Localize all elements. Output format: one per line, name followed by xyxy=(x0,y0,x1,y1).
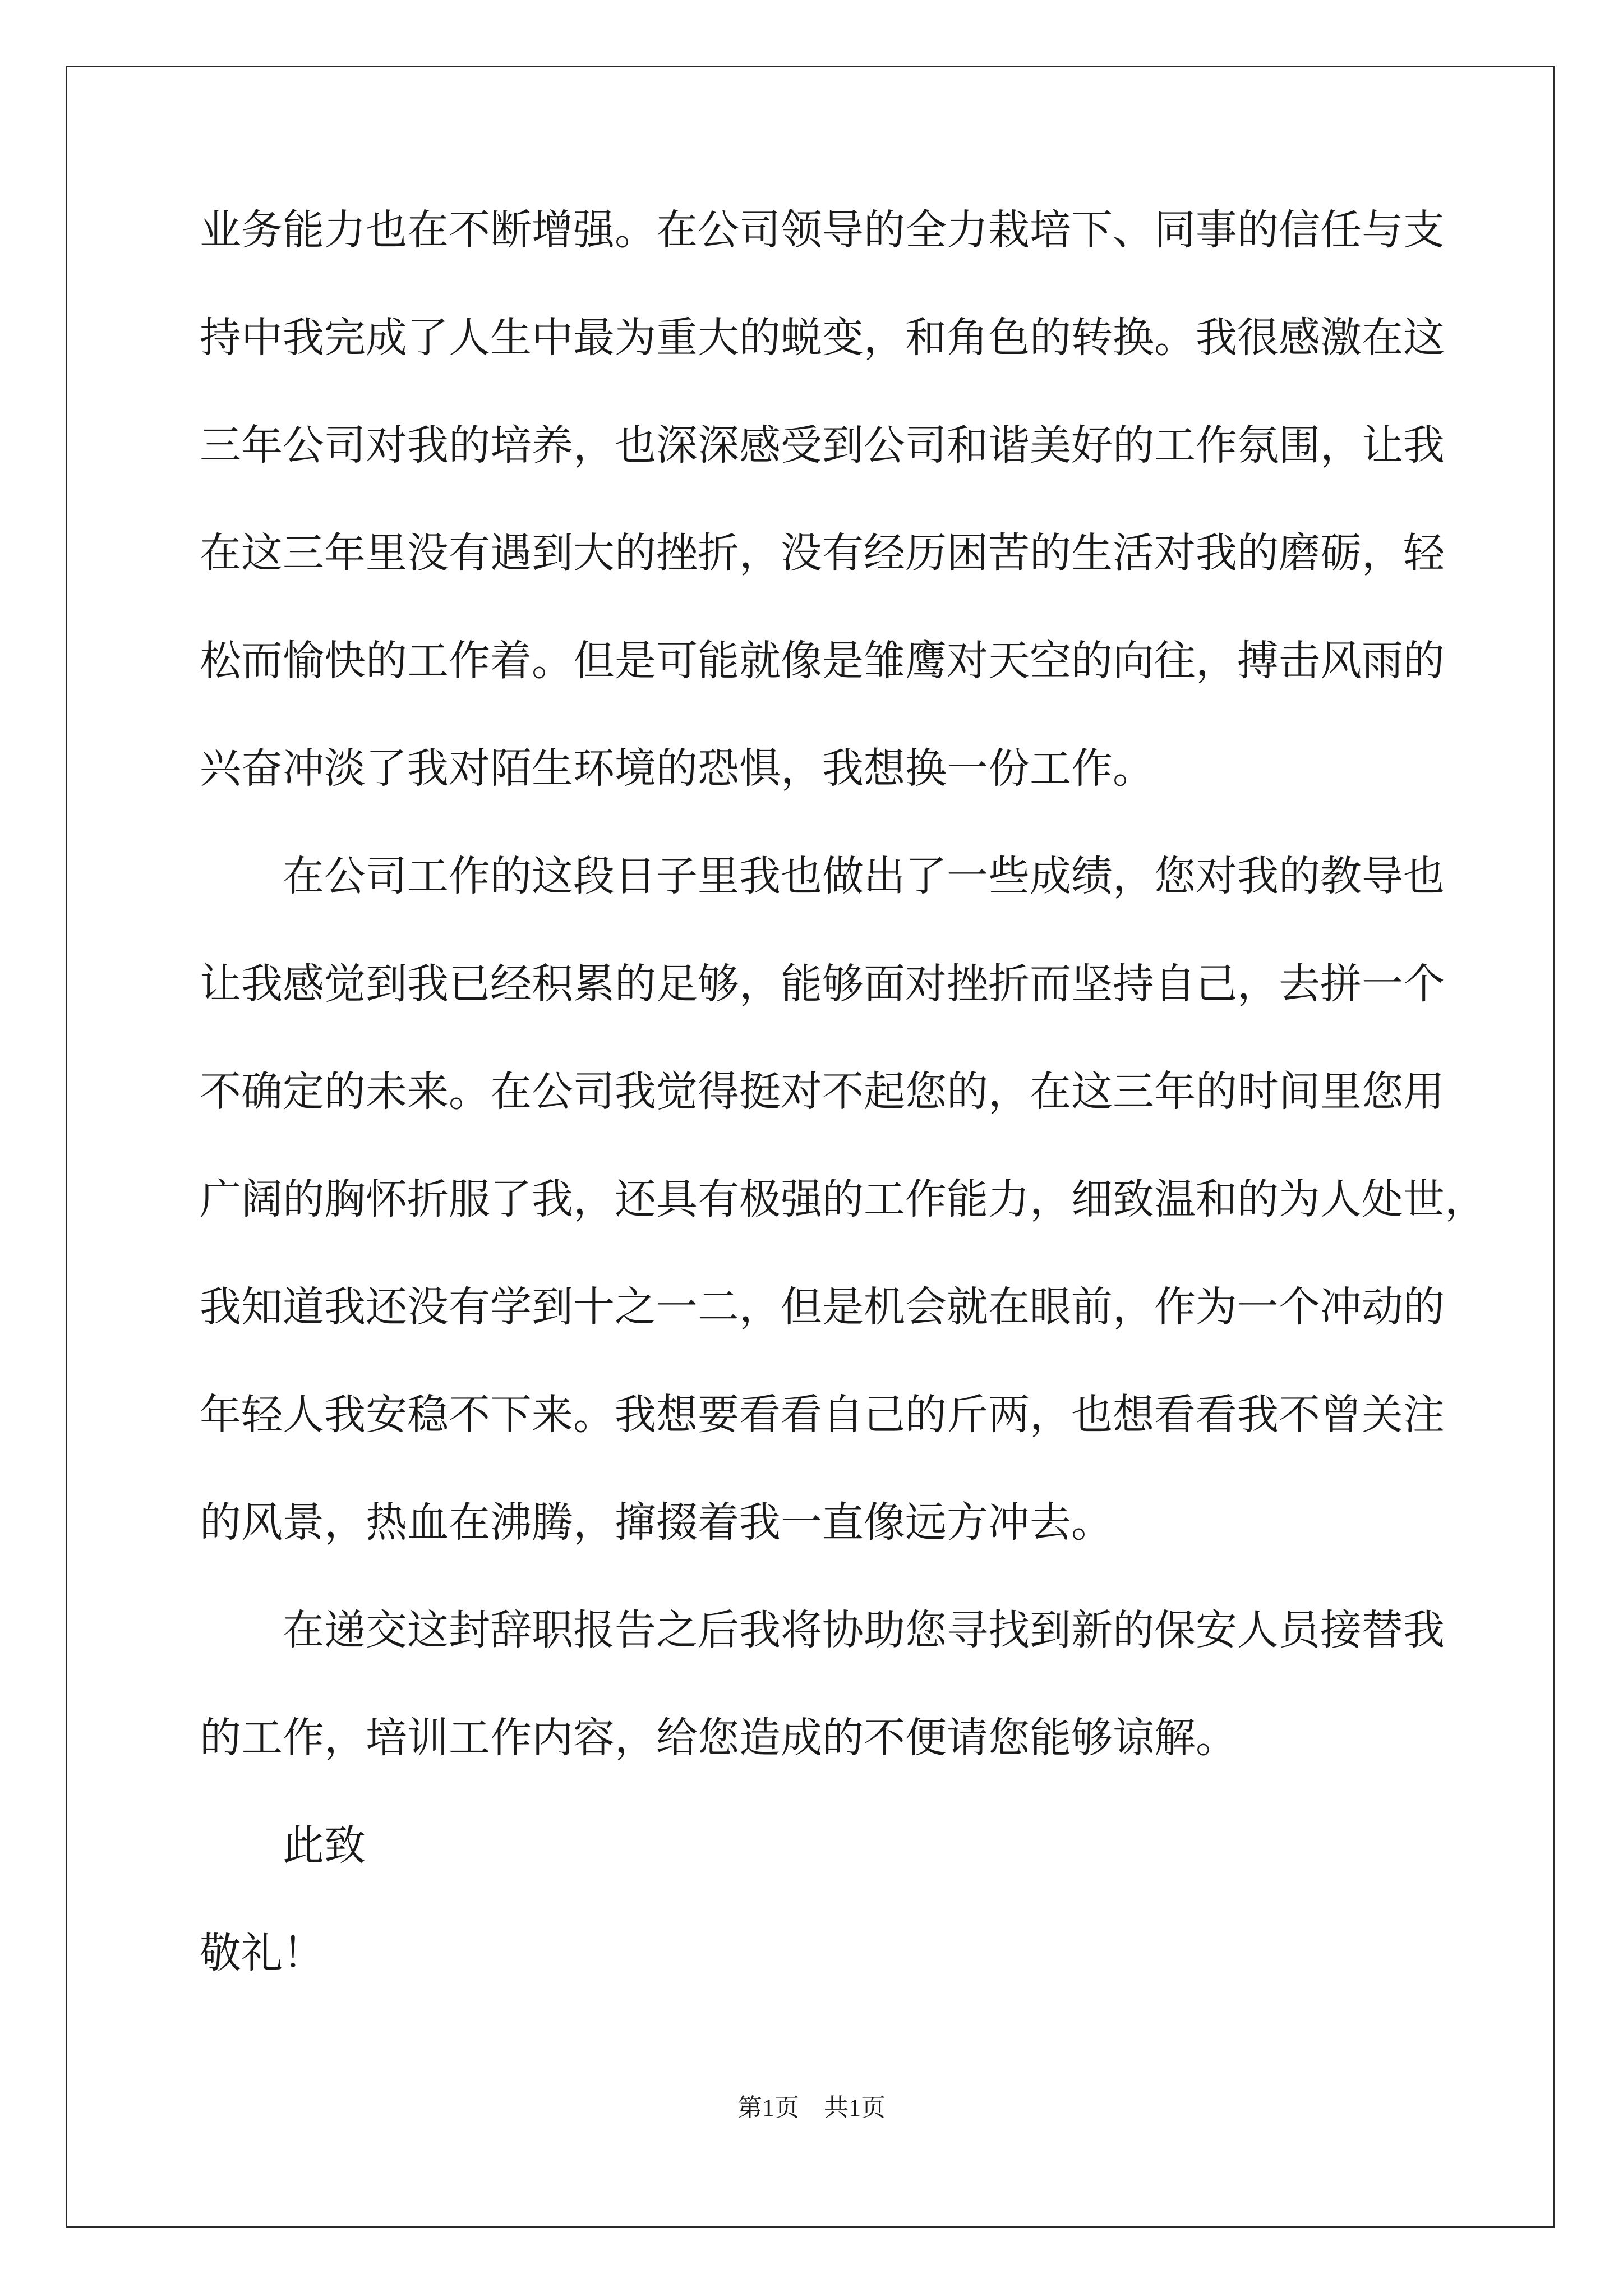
text-line: 松而愉快的工作着。但是可能就像是雏鹰对天空的向往，搏击风雨的 xyxy=(200,637,1445,685)
text-line: 在公司工作的这段日子里我也做出了一些成绩，您对我的教导也 xyxy=(200,852,1445,900)
text-line: 广阔的胸怀折服了我，还具有极强的工作能力，细致温和的为人处世， xyxy=(200,1175,1486,1223)
text-line: 在这三年里没有遇到大的挫折，没有经历困苦的生活对我的磨砺，轻 xyxy=(200,529,1445,577)
text-line: 不确定的未来。在公司我觉得挺对不起您的，在这三年的时间里您用 xyxy=(200,1068,1445,1116)
closing-line: 敬礼！ xyxy=(200,1929,324,1977)
text-line: 我知道我还没有学到十之一二，但是机会就在眼前，作为一个冲动的 xyxy=(200,1283,1445,1331)
text-line: 在递交这封辞职报告之后我将协助您寻找到新的保安人员接替我 xyxy=(200,1606,1445,1654)
text-line: 让我感觉到我已经积累的足够，能够面对挫折而坚持自己，去拼一个 xyxy=(200,960,1445,1008)
text-line: 年轻人我安稳不下来。我想要看看自己的斤两，也想看看我不曾关注 xyxy=(200,1391,1445,1439)
text-line: 此致 xyxy=(200,1821,366,1870)
text-line: 兴奋冲淡了我对陌生环境的恐惧，我想换一份工作。 xyxy=(200,744,1154,793)
page-number-footer: 第1页 共1页 xyxy=(737,2094,886,2122)
text-line: 的工作，培训工作内容，给您造成的不便请您能够谅解。 xyxy=(200,1714,1237,1762)
text-line: 持中我完成了人生中最为重大的蜕变，和角色的转换。我很感激在这 xyxy=(200,314,1445,362)
text-line: 三年公司对我的培养，也深深感受到公司和谐美好的工作氛围，让我 xyxy=(200,421,1445,470)
text-line: 业务能力也在不断增强。在公司领导的全力栽培下、同事的信任与支 xyxy=(200,206,1445,254)
page-frame xyxy=(66,66,1555,2228)
text-line: 的风景，热血在沸腾，撺掇着我一直像远方冲去。 xyxy=(200,1498,1113,1547)
